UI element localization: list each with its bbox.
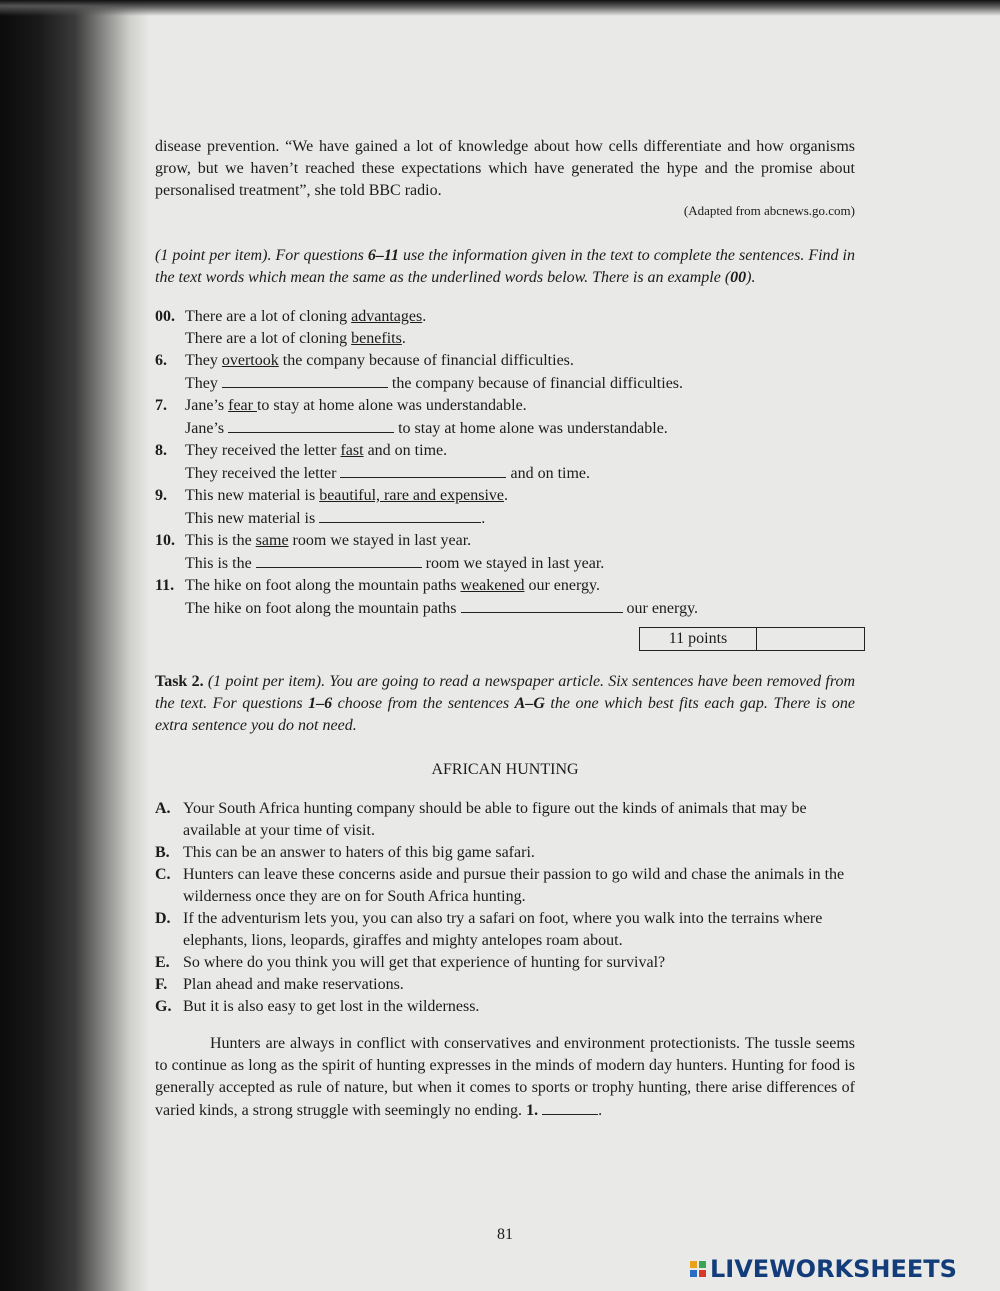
points-box (639, 627, 865, 651)
article-title: AFRICAN HUNTING (431, 761, 579, 778)
gap-blank-1[interactable] (542, 1099, 598, 1115)
item-sentence: This is the same room we stayed in last year. (185, 532, 472, 549)
answer-blank-11[interactable] (461, 597, 623, 613)
top-edge-shadow (0, 0, 1000, 16)
article-paragraph: Hunters are always in conflict with conservatives and environment protectionists. The tussle seems to continue as long as the spirit of hunting expresses in the minds of modern day hunters. Hunting for food is generally accepted as rule of nature, but when it comes to sports or trophy hunting, there arise differences of varied kinds, a strong struggle with seemingly no ending. 1. . (155, 1035, 855, 1119)
option-letter: B. (155, 844, 170, 861)
item-number: 00. (155, 308, 175, 325)
option-text: But it is also easy to get lost in the wilderness. (183, 998, 480, 1015)
item-answer-line: This is the room we stayed in last year. (185, 552, 855, 575)
item-number: 8. (155, 442, 167, 459)
option-b (155, 842, 855, 864)
page-number: 81 (497, 1226, 513, 1243)
points-total: 11 points (640, 628, 757, 650)
item-answer-line: Jane’s to stay at home alone was understandable. (185, 417, 855, 440)
option-letter: E. (155, 954, 170, 971)
option-d (155, 908, 855, 952)
option-text: If the adventurism lets you, you can also try a safari on foot, where you walk into the terrains where elephants, lions, leopards, giraffes and mighty antelopes roam about. (183, 910, 823, 949)
answer-blank-10[interactable] (256, 552, 422, 568)
item-answer-line: They the company because of financial difficulties. (185, 372, 855, 395)
option-a (155, 798, 855, 842)
book-binding-shadow (0, 0, 150, 1291)
item-number: 10. (155, 532, 175, 549)
item-00 (155, 306, 855, 350)
option-text: So where do you think you will get that experience of hunting for survival? (183, 954, 666, 971)
item-sentence: Jane’s fear to stay at home alone was understandable. (185, 397, 527, 414)
intro-paragraph: disease prevention. “We have gained a lot of knowledge about how cells differentiate and how organisms grow, but we haven’t reached these expectations which have generated the hype and the promise about personalised treatment”, she told BBC radio. (155, 138, 855, 199)
item-sentence: They overtook the company because of financial difficulties. (185, 352, 574, 369)
option-f (155, 974, 855, 996)
option-c (155, 864, 855, 908)
answer-blank-9[interactable] (319, 507, 481, 523)
item-sentence: This new material is beautiful, rare and expensive. (185, 487, 508, 504)
item-sentence: They received the letter fast and on time. (185, 442, 448, 459)
worksheet-page (155, 136, 855, 1122)
item-answer-line: This new material is . (185, 507, 855, 530)
answer-blank-8[interactable] (340, 462, 506, 478)
sentence-options (155, 798, 855, 1018)
task1-items (155, 306, 855, 620)
task2-instructions: Task 2. (1 point per item). You are going to read a newspaper article. Six sentences have been removed from the text. For questions 1–6 choose from the sentences A–G the one which best fits each gap. There is one extra sentence you do not need. (155, 673, 856, 734)
source-citation: (Adapted from abcnews.go.com) (683, 203, 855, 218)
item-number: 11. (155, 577, 175, 594)
item-9 (155, 485, 855, 530)
option-text: Your South Africa hunting company should be able to figure out the kinds of animals that may be available at your time of visit. (183, 800, 807, 839)
option-g (155, 996, 855, 1018)
option-letter: G. (155, 998, 172, 1015)
option-letter: F. (155, 976, 168, 993)
option-letter: A. (155, 800, 171, 817)
liveworksheets-logo (690, 1256, 957, 1282)
answer-blank-6[interactable] (222, 372, 388, 388)
option-text: This can be an answer to haters of this big game safari. (183, 844, 535, 861)
option-letter: D. (155, 910, 171, 927)
score-cell[interactable] (757, 628, 864, 650)
item-number: 9. (155, 487, 167, 504)
item-8 (155, 440, 855, 485)
option-text: Plan ahead and make reservations. (183, 976, 404, 993)
option-e (155, 952, 855, 974)
option-letter: C. (155, 866, 171, 883)
item-answer-line: There are a lot of cloning benefits. (185, 330, 406, 347)
item-7 (155, 395, 855, 440)
option-text: Hunters can leave these concerns aside and pursue their passion to go wild and chase the animals in the wilderness once they are on for South Africa hunting. (183, 866, 845, 905)
item-6 (155, 350, 855, 395)
item-sentence: There are a lot of cloning advantages. (185, 308, 427, 325)
item-number: 6. (155, 352, 167, 369)
item-answer-line: They received the letter and on time. (185, 462, 855, 485)
answer-blank-7[interactable] (228, 417, 394, 433)
logo-mark-icon (690, 1261, 706, 1277)
logo-text: LIVEWORKSHEETS (710, 1255, 957, 1283)
item-11 (155, 575, 855, 620)
item-number: 7. (155, 397, 167, 414)
item-sentence: The hike on foot along the mountain paths weakened our energy. (185, 577, 600, 594)
task1-instructions: (1 point per item). For questions 6–11 use the information given in the text to complete the sentences. Find in the text words which mean the same as the underlined words below. There is an example (00). (155, 247, 855, 286)
item-answer-line: The hike on foot along the mountain paths our energy. (185, 597, 855, 620)
item-10 (155, 530, 855, 575)
